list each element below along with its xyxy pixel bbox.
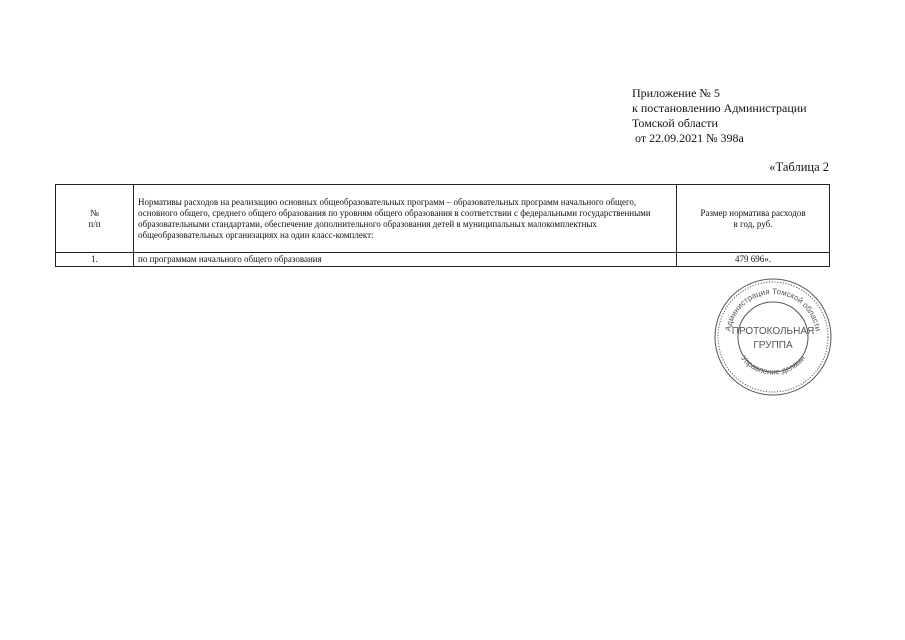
norms-table: [55, 184, 830, 267]
appendix-line-3: Томской области: [632, 116, 718, 130]
appendix-line-2: к постановлению Администрации: [632, 101, 807, 115]
table-header-row: [56, 185, 830, 253]
official-stamp: [713, 277, 833, 397]
table-row: [56, 253, 830, 267]
header-name: Нормативы расходов на реализацию основных общеобразовательных программ – образовательных программ начального общего, основного общего, среднего общего образования по уровням общего образования в соответствии с федеральными государственными образовательными стандартами, обеспечение дополнительного образования детей в муниципальных малокомплектных общеобразовательных организациях на один класс-комплект:: [134, 185, 677, 253]
appendix-line-1: Приложение № 5: [632, 86, 720, 100]
stamp-outer-ring: [715, 279, 831, 395]
appendix-header: [632, 86, 872, 146]
stamp-center-line-2: ГРУППА: [753, 340, 793, 351]
table-label: «Таблица 2: [769, 160, 829, 174]
row-num: 1.: [56, 253, 134, 267]
stamp-bottom-text: Управление делами: [739, 353, 807, 377]
row-size: 479 696».: [677, 253, 830, 267]
appendix-line-4: от 22.09.2021 № 398а: [632, 131, 744, 145]
header-size: Размер норматива расходов в год, руб.: [677, 185, 830, 253]
stamp-center-line-1: ПРОТОКОЛЬНАЯ: [731, 326, 815, 337]
row-name: по программам начального общего образования: [134, 253, 677, 267]
stamp-ring-text: Администрация Томской области: [723, 286, 823, 332]
header-num: № п/п: [56, 185, 134, 253]
